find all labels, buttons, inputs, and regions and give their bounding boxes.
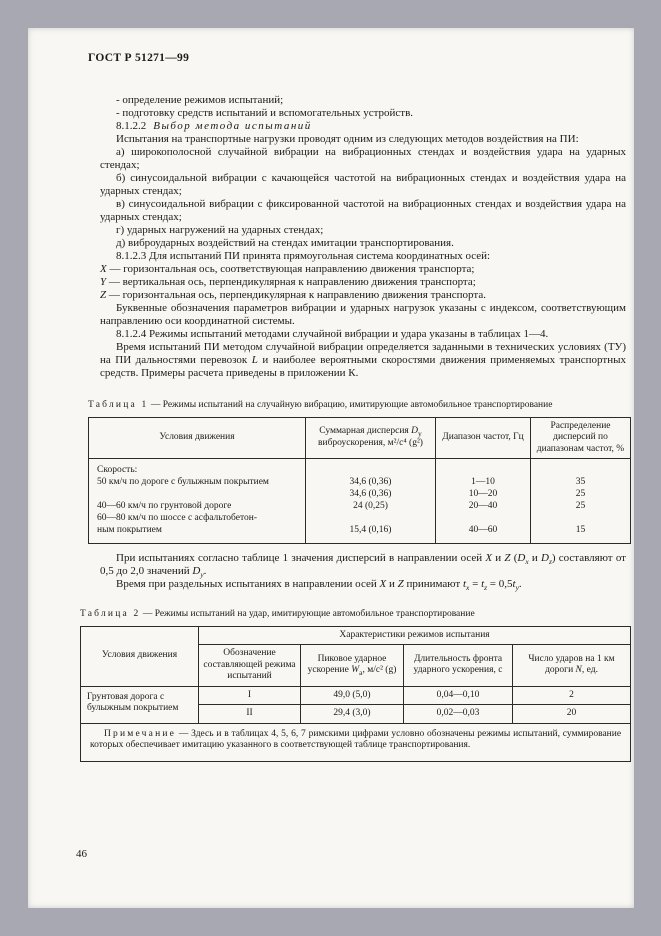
list-item-a: а) широкополосной случайной вибрации на вибрационных стендах и воздействия удара на ударных стендах; bbox=[100, 146, 626, 171]
table2-road-conditions-cell: Грунтовая дорога с булыжным покрытием bbox=[81, 686, 199, 723]
table1-caption bbox=[88, 400, 626, 412]
table2-header-mode-designation: Обозначение составляющей режима испытаний bbox=[199, 645, 301, 687]
table1-header-row bbox=[89, 417, 631, 459]
axis-letter-z: Z bbox=[100, 289, 107, 301]
table2-header-peak-acceleration: Пиковое ударное ускорение $W_а$, м/с² (g) bbox=[301, 645, 404, 687]
table1-header-frequency-range: Диапазон частот, Гц bbox=[436, 417, 531, 459]
table2 bbox=[80, 626, 631, 762]
table2-row-mode-1 bbox=[81, 686, 631, 705]
axis-y-text: — вертикальная ось, перпендикулярная к направлению движения транспорта; bbox=[106, 276, 476, 288]
table-line: 60—80 км/ч по шоссе с асфальтобетон- bbox=[97, 513, 257, 523]
table2-caption-label: Таблица 2 bbox=[80, 609, 141, 619]
table-line: 40—60 км/ч по грунтовой дороге bbox=[97, 501, 232, 511]
list-item-d: д) виброударных воздействий на стендах имитации транспортирования. bbox=[116, 237, 454, 249]
table2-hits-cell: 2 bbox=[513, 686, 631, 705]
table-line: 25 bbox=[575, 489, 586, 499]
axis-z-symbol: Z bbox=[504, 552, 511, 564]
paragraph-dispersion-values: При испытаниях согласно таблице 1 значения дисперсий в направлении осей X и Z ($D_x$ и $D_z$) составляют от 0,5 до 2,0 значений $D_y$. bbox=[100, 552, 626, 580]
table-line: 34,6 (0,36) bbox=[349, 477, 392, 487]
axis-z-definition bbox=[100, 289, 626, 302]
table1-caption-label: Таблица 1 bbox=[88, 400, 149, 410]
list-item-v: в) синусоидальной вибрации с фиксированной частотой на вибрационных стендах и воздействия удара на ударных стендах; bbox=[100, 198, 626, 223]
table-line bbox=[93, 489, 301, 501]
section-number: 8.1.2.2 bbox=[116, 120, 147, 132]
table-line bbox=[310, 513, 431, 525]
table1-header-dispersion-distribution: Распределение дисперсий по диапазонам частот, % bbox=[531, 417, 631, 459]
test-time-text-2: и наиболее вероятными скоростями движения применяемых транспортных средств. Примеры расчета приведены в приложении К. bbox=[100, 354, 627, 379]
axis-x-text: — горизонтальная ось, соответствующая направлению движения транспорта; bbox=[106, 263, 475, 275]
table1-header-conditions: Условия движения bbox=[89, 417, 306, 459]
table2-note bbox=[81, 723, 631, 761]
paragraph-separate-tests: Время при раздельных испытаниях в направлении осей X и Z принимают $t_x = t_z = 0,5t_y$. bbox=[116, 578, 522, 593]
doc-standard-number: ГОСТ Р 51271—99 bbox=[88, 52, 190, 64]
table2-note-row bbox=[81, 723, 631, 761]
table2-duration-cell: 0,02—0,03 bbox=[404, 705, 513, 724]
paragraph-8-1-2-3: 8.1.2.3 Для испытаний ПИ принята прямоугольная система координатных осей: bbox=[116, 250, 491, 262]
table2-header-characteristics: Характеристики режимов испытания bbox=[199, 626, 631, 645]
table-line bbox=[535, 465, 626, 477]
table1-caption-text: — Режимы испытаний на случайную вибрацию, имитирующие автомобильное транспортирование bbox=[150, 400, 553, 410]
table2-caption bbox=[80, 609, 626, 621]
table-line: 10—20 bbox=[468, 489, 498, 499]
table-line bbox=[535, 513, 626, 525]
table1 bbox=[88, 417, 631, 545]
list-item-g: г) ударных нагружений на ударных стендах; bbox=[116, 224, 324, 236]
axis-x-definition bbox=[100, 263, 626, 276]
table1-frequency-cell bbox=[436, 459, 531, 544]
table-line: 25 bbox=[575, 501, 586, 511]
section-heading-8-1-2-2 bbox=[100, 120, 626, 133]
table2-header-conditions: Условия движения bbox=[81, 626, 199, 686]
table1-dispersion-cell bbox=[306, 459, 436, 544]
table-line: 20—40 bbox=[468, 501, 498, 511]
table2-header-hits-per-km: Число ударов на 1 км дороги N, ед. bbox=[513, 645, 631, 687]
table-line bbox=[440, 513, 526, 525]
section-title: Выбор метода испытаний bbox=[153, 120, 312, 132]
table2-mode-cell: II bbox=[199, 705, 301, 724]
table-line: Скорость: bbox=[97, 465, 138, 475]
table-line: ным покрытием bbox=[97, 525, 162, 535]
paragraph-test-time bbox=[100, 341, 626, 380]
axis-y-definition bbox=[100, 276, 626, 289]
axis-z-text: — горизонтальная ось, перпендикулярная к направлению движения транспорта. bbox=[106, 289, 486, 301]
table2-accel-cell: 29,4 (3,0) bbox=[301, 705, 404, 724]
table1-body-row bbox=[89, 459, 631, 544]
axis-x-symbol: X bbox=[379, 578, 387, 590]
table-line bbox=[310, 465, 431, 477]
table-line: 15,4 (0,16) bbox=[349, 525, 392, 535]
table-line: 34,6 (0,36) bbox=[349, 489, 392, 499]
table1-header-dispersion: Суммарная дисперсия $D_у$ виброускорения, м²/с⁴ (g²) bbox=[306, 417, 436, 459]
table2-caption-text: — Режимы испытаний на удар, имитирующие автомобильное транспортирование bbox=[142, 609, 475, 619]
paragraph-8-1-2-4: 8.1.2.4 Режимы испытаний методами случайной вибрации и удара указаны в таблицах 1—4. bbox=[116, 328, 549, 340]
axis-letter-x: X bbox=[100, 263, 107, 275]
axis-letter-y: Y bbox=[100, 276, 107, 288]
table1-conditions-cell bbox=[89, 459, 306, 544]
table2-accel-cell: 49,0 (5,0) bbox=[301, 686, 404, 705]
paragraph-methods-intro: Испытания на транспортные нагрузки проводят одним из следующих методов воздействия на ПИ: bbox=[116, 133, 579, 145]
note-label: Примечание bbox=[104, 728, 177, 739]
table2-header-front-duration: Длительность фронта ударного ускорения, с bbox=[404, 645, 513, 687]
axis-x-symbol: X bbox=[485, 552, 493, 564]
table1-distribution-cell bbox=[531, 459, 631, 544]
page-content bbox=[80, 94, 627, 762]
table-line: 15 bbox=[575, 525, 586, 535]
paragraph-letter-designations: Буквенные обозначения параметров вибрации и ударных нагрузок указаны с индексом, соответствующим направлению оси координатной системы. bbox=[100, 302, 626, 327]
table-line: 40—60 bbox=[468, 525, 498, 535]
page-number: 46 bbox=[76, 848, 87, 860]
table2-group-header-row bbox=[81, 626, 631, 645]
list-item-b: б) синусоидальной вибрации с качающейся частотой на вибрационных стендах и воздействия удара на ударных стендах; bbox=[100, 172, 626, 197]
table2-duration-cell: 0,04—0,10 bbox=[404, 686, 513, 705]
table-line: 35 bbox=[575, 477, 586, 487]
list-item-dash-1: - определение режимов испытаний; bbox=[116, 94, 284, 106]
axis-z-symbol: Z bbox=[397, 578, 404, 590]
table-line: 24 (0,25) bbox=[353, 501, 388, 511]
table2-mode-cell: I bbox=[199, 686, 301, 705]
test-time-text-1: Время испытаний ПИ методом случайной вибрации определяется заданными в технических условиях (ТУ) на ПИ дальностями перевозок bbox=[100, 341, 626, 366]
note-text: — Здесь и в таблицах 4, 5, 6, 7 римскими цифрами условно обозначены режимы испытаний, суммирование которых обеспечивает имитацию указанного в соответствующей таблице транспортирования. bbox=[90, 728, 622, 750]
table2-hits-cell: 20 bbox=[513, 705, 631, 724]
document-page bbox=[28, 28, 634, 908]
table-line: 50 км/ч по дороге с булыжным покрытием bbox=[97, 477, 269, 487]
list-item-dash-2: - подготовку средств испытаний и вспомогательных устройств. bbox=[116, 107, 414, 119]
table-line bbox=[440, 465, 526, 477]
table-line: 1—10 bbox=[471, 477, 495, 487]
distance-symbol: L bbox=[251, 354, 258, 366]
